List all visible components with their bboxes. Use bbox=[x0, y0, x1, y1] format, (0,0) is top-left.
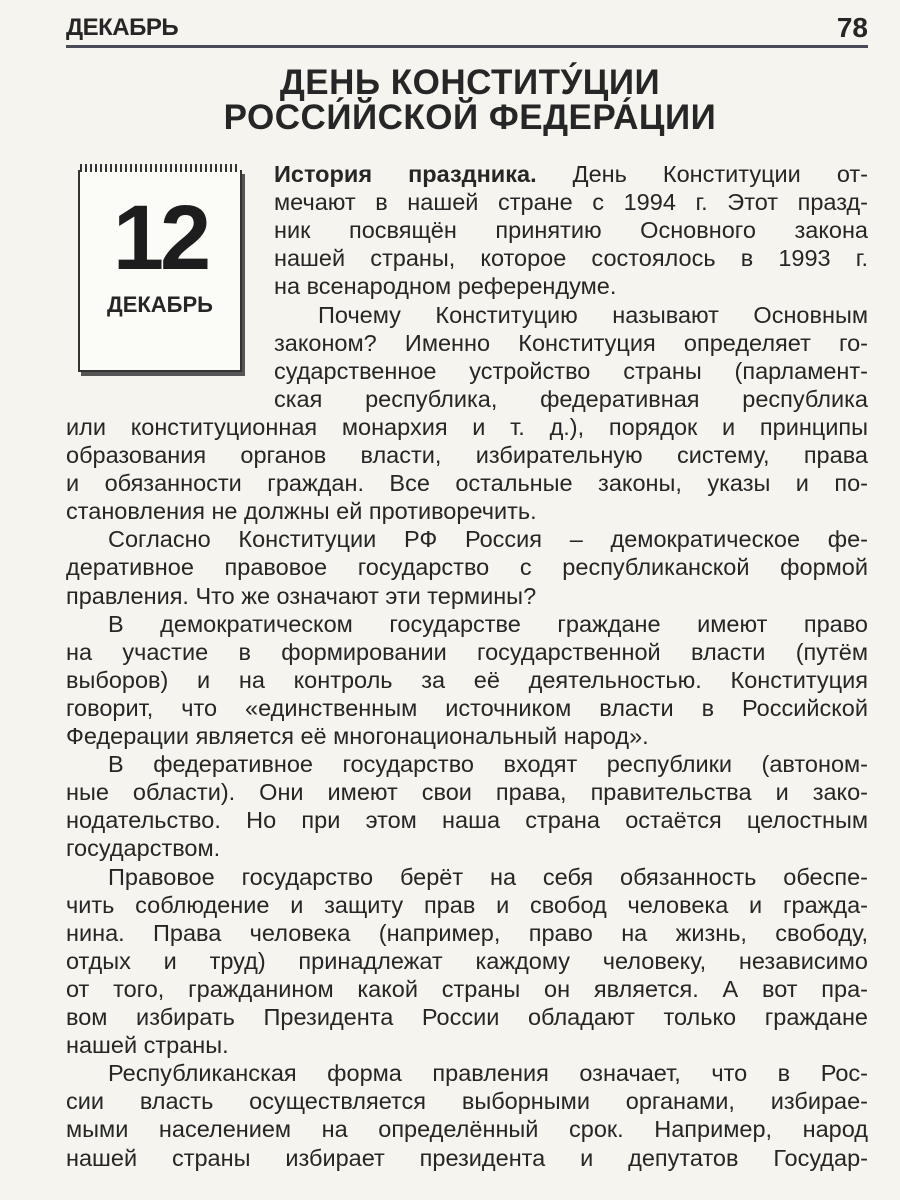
text-line bbox=[66, 1144, 868, 1172]
text-line bbox=[274, 216, 868, 244]
text-line-content: становления не должны ей противоречить. bbox=[66, 498, 537, 525]
text-line bbox=[66, 834, 868, 862]
text-line bbox=[66, 582, 868, 610]
text-line-content: нашей страны. bbox=[66, 1032, 229, 1059]
text-line-content: чить соблюдение и защиту прав и свобод человека и гражда- bbox=[66, 891, 868, 918]
text-line-content: Согласно Конституции РФ Россия – демократическое фе- bbox=[108, 526, 868, 553]
text-line bbox=[66, 553, 868, 581]
text-line-content: говорит, что «единственным источником власти в Российской bbox=[66, 694, 868, 721]
text-line-content: образования органов власти, избирательную систему, права bbox=[66, 442, 868, 468]
text-line bbox=[66, 1031, 868, 1059]
text-line bbox=[274, 244, 868, 272]
text-line-content: нашей страны избирает президента и депутатов Государ- bbox=[66, 1144, 868, 1171]
text-line bbox=[274, 329, 868, 357]
text-line bbox=[66, 891, 868, 919]
text-line-content: вом избирать Президента России обладают только граждане bbox=[66, 1004, 868, 1030]
text-line-content: День Конституции от- bbox=[536, 161, 868, 187]
running-header-section: ДЕКАБРЬ bbox=[66, 14, 179, 41]
text-line bbox=[66, 919, 868, 947]
text-line bbox=[66, 806, 868, 834]
text-line bbox=[108, 1059, 868, 1087]
calendar-day: 12 bbox=[112, 187, 208, 289]
text-line-content: ская республика, федеративная республика bbox=[274, 385, 868, 412]
text-line bbox=[274, 357, 868, 385]
calendar-spiral-icon bbox=[80, 164, 240, 172]
text-line-content: и обязанности граждан. Все остальные законы, указы и по- bbox=[66, 470, 868, 497]
text-line-content: выборов) и на контроль за её деятельностью. Конституция bbox=[66, 666, 868, 693]
text-line-content: сударственное устройство страны (парламент- bbox=[274, 357, 868, 384]
text-line bbox=[274, 160, 868, 188]
text-line-content: мыми населением на определённый срок. Например, народ bbox=[66, 1116, 868, 1143]
article-title-line-1: ДЕНЬ КОНСТИТУ́ЦИИ bbox=[279, 63, 661, 102]
text-line bbox=[66, 497, 868, 525]
text-line-content: ные области). Они имеют свои права, правительства и зако- bbox=[66, 779, 868, 806]
text-line bbox=[66, 947, 868, 975]
text-line-content: Почему Конституцию называют Основным bbox=[318, 301, 868, 328]
text-line bbox=[66, 638, 868, 666]
text-line-content: законом? Именно Конституция определяет го- bbox=[274, 329, 868, 356]
text-line-content: В демократическом государстве граждане имеют право bbox=[108, 610, 868, 637]
text-line bbox=[66, 441, 868, 469]
text-line-content: ник посвящён принятию Основного закона bbox=[274, 217, 868, 244]
section-lead-heading: История праздника. bbox=[274, 161, 537, 187]
header-rule bbox=[66, 45, 868, 48]
article-title-line-2: РОССИ́ЙСКОЙ ФЕДЕРА́ЦИИ bbox=[223, 98, 717, 137]
text-line-content: нашей страны, которое состоялось в 1993 г. bbox=[274, 245, 868, 272]
text-line bbox=[108, 525, 868, 553]
text-line bbox=[66, 778, 868, 806]
text-line-content: В федеративное государство входят республики (автоном- bbox=[108, 751, 868, 778]
text-line-content: от того, гражданином какой страны он является. А вот пра- bbox=[66, 975, 868, 1002]
text-line-content: нина. Права человека (например, право на жизнь, свободу, bbox=[66, 919, 868, 946]
text-line-content: нодательство. Но при этом наша страна остаётся целостным bbox=[66, 807, 868, 834]
text-line bbox=[66, 694, 868, 722]
text-line bbox=[108, 750, 868, 778]
text-line bbox=[66, 413, 868, 441]
text-line-content: на всенародном референдуме. bbox=[274, 273, 617, 300]
text-line bbox=[274, 272, 868, 300]
text-line-content: Республиканская форма правления означает, что в Рос- bbox=[108, 1060, 868, 1087]
text-line-content: Федерации является её многонациональный народ». bbox=[66, 723, 649, 749]
calendar-month: ДЕКАБРЬ bbox=[107, 292, 213, 317]
text-line bbox=[66, 469, 868, 497]
text-line-content: Правовое государство берёт на себя обязанность обеспе- bbox=[108, 863, 868, 890]
text-line-content: на участие в формировании государственной власти (путём bbox=[66, 638, 868, 665]
calendar-page-illustration bbox=[78, 170, 242, 372]
text-line-content: мечают в нашей стране с 1994 г. Этот празд- bbox=[274, 189, 868, 216]
text-line bbox=[108, 610, 868, 638]
text-line bbox=[318, 301, 868, 329]
text-line bbox=[108, 863, 868, 891]
text-line-content: или конституционная монархия и т. д.), порядок и принципы bbox=[66, 413, 868, 440]
page-number: 78 bbox=[836, 12, 868, 43]
text-line bbox=[66, 666, 868, 694]
text-line bbox=[66, 1115, 868, 1143]
text-line-content: правления. Что же означают эти термины? bbox=[66, 582, 537, 609]
text-line bbox=[66, 1087, 868, 1115]
text-line-content: государством. bbox=[66, 835, 221, 862]
text-line bbox=[274, 188, 868, 216]
text-line bbox=[66, 1003, 868, 1031]
text-line-content: сии власть осуществляется выборными органами, избирае- bbox=[66, 1088, 868, 1115]
text-line bbox=[274, 385, 868, 413]
text-line-content: отдых и труд) принадлежат каждому человеку, независимо bbox=[66, 947, 868, 974]
text-line-content: деративное правовое государство с республиканской формой bbox=[66, 554, 868, 581]
text-line bbox=[66, 722, 868, 750]
text-line bbox=[66, 975, 868, 1003]
